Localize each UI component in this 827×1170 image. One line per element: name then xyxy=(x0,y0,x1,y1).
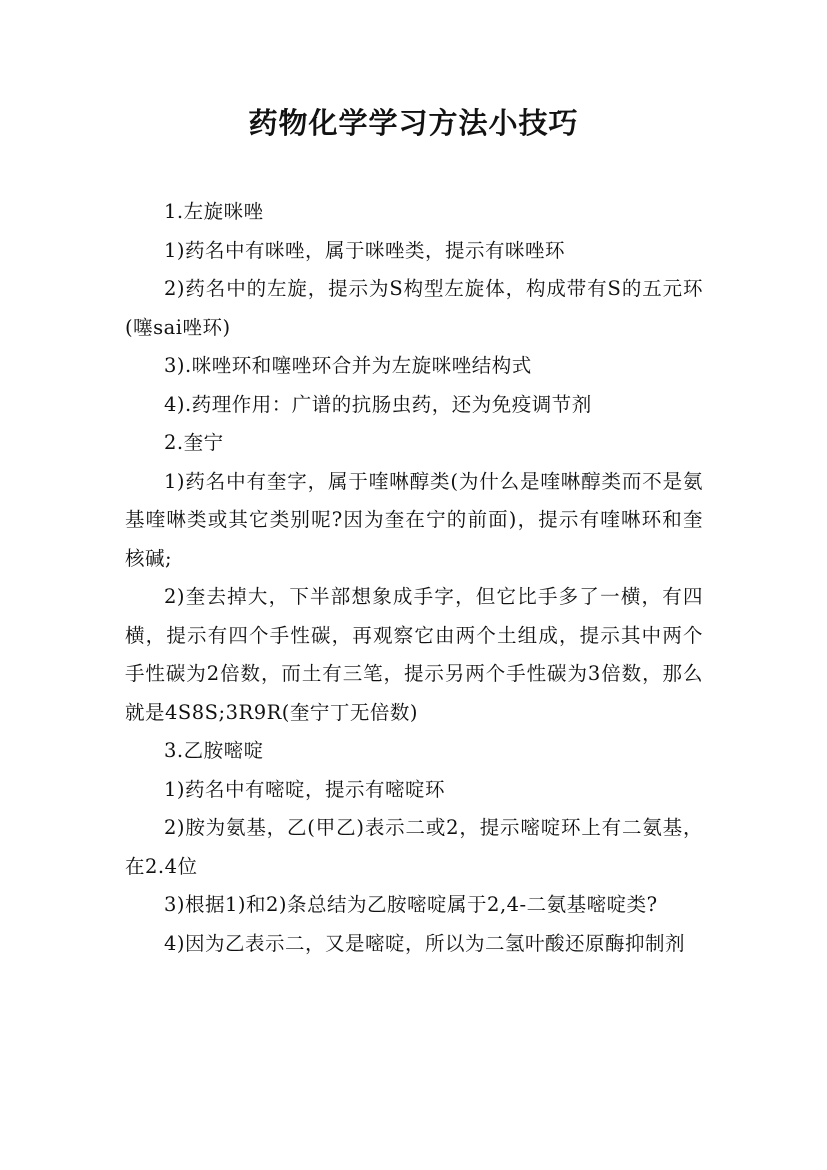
paragraph: 1)药名中有咪唑，属于咪唑类，提示有咪唑环 xyxy=(164,238,566,262)
document-title: 药物化学学习方法小技巧 xyxy=(248,106,579,140)
heading-quinine: 2.奎宁 xyxy=(164,431,224,454)
document-body xyxy=(125,193,703,963)
paragraph: 2)奎去掉大，下半部想象成手字，但它比手多了一横，有四横，提示有四个手性碳，再观察它由两个土组成，提示其中两个手性碳为2倍数，而土有三笔，提示另两个手性碳为3倍数，那么就是4S8S;3R9R(奎宁丁无倍数) xyxy=(125,585,703,724)
paragraph: 2)药名中的左旋，提示为S构型左旋体，构成带有S的五元环(噻sai唑环) xyxy=(125,277,703,339)
paragraph: 1)药名中有奎字，属于喹啉醇类(为什么是喹啉醇类而不是氨基喹啉类或其它类别呢?因为奎在宁的前面)，提示有喹啉环和奎核碱; xyxy=(125,469,703,570)
paragraph: 3).咪唑环和噻唑环合并为左旋咪唑结构式 xyxy=(164,354,532,377)
paragraph: 3)根据1)和2)条总结为乙胺嘧啶属于2,4-二氨基嘧啶类? xyxy=(164,893,658,916)
paragraph: 4).药理作用：广谱的抗肠虫药，还为免疫调节剂 xyxy=(164,392,592,416)
heading-pyrimethamine: 3.乙胺嘧啶 xyxy=(164,739,264,762)
heading-levamisole: 1.左旋咪唑 xyxy=(164,200,264,223)
paragraph: 1)药名中有嘧啶，提示有嘧啶环 xyxy=(164,777,446,801)
paragraph: 4)因为乙表示二，又是嘧啶，所以为二氢叶酸还原酶抑制剂 xyxy=(164,931,686,955)
paragraph: 2)胺为氨基，乙(甲乙)表示二或2，提示嘧啶环上有二氨基，在2.4位 xyxy=(125,816,703,878)
